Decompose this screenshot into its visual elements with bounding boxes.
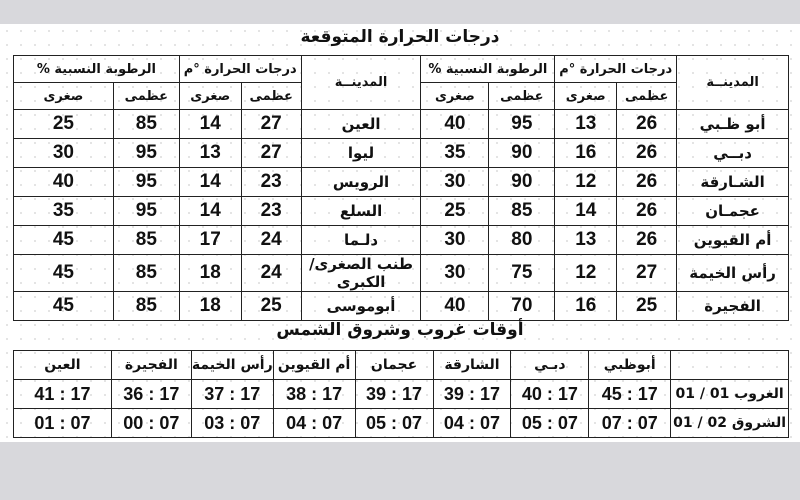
- temp-min: 12: [555, 255, 617, 292]
- humidity-max: 85: [113, 226, 179, 255]
- weather-title: درجات الحرارة المتوقعة: [300, 27, 500, 47]
- weather-header-row: [14, 56, 789, 83]
- temp-max: 26: [617, 168, 677, 197]
- sun-row-label: الغروب 01 / 01: [671, 380, 789, 409]
- humidity-min: 30: [421, 255, 489, 292]
- humidity-max-header: عظمى: [489, 83, 555, 110]
- forecast-sheet: [0, 24, 800, 442]
- city-header: المدينــة: [301, 56, 421, 110]
- sun-city-header: دبـي: [511, 351, 589, 380]
- temp-max: 25: [241, 292, 301, 321]
- sun-time: 07 : 05: [511, 409, 589, 438]
- humidity-max: 95: [489, 110, 555, 139]
- sun-time: 07 : 05: [355, 409, 433, 438]
- sun-city-header: عجمان: [355, 351, 433, 380]
- humidity-min: 25: [14, 110, 114, 139]
- temp-min-header: صغرى: [179, 83, 241, 110]
- humidity-max: 80: [489, 226, 555, 255]
- humidity-min: 45: [14, 255, 114, 292]
- weather-table: [13, 55, 789, 321]
- sun-city-header: رأس الخيمة: [191, 351, 273, 380]
- humidity-max: 90: [489, 168, 555, 197]
- city-name: الفجيرة: [677, 292, 789, 321]
- temp-max: 27: [617, 255, 677, 292]
- humidity-max: 85: [113, 110, 179, 139]
- sun-header-row: [14, 351, 789, 380]
- sun-time: 17 : 45: [589, 380, 671, 409]
- sun-time: 17 : 36: [111, 380, 191, 409]
- weather-row: [14, 168, 789, 197]
- city-name: السلع: [301, 197, 421, 226]
- temp-max: 26: [617, 197, 677, 226]
- sun-time: 07 : 07: [589, 409, 671, 438]
- humidity-max: 95: [113, 197, 179, 226]
- sun-time: 17 : 39: [355, 380, 433, 409]
- humidity-min: 30: [421, 226, 489, 255]
- temp-max: 24: [241, 226, 301, 255]
- weather-row: [14, 226, 789, 255]
- humidity-max: 90: [489, 139, 555, 168]
- temp-min: 14: [555, 197, 617, 226]
- sun-corner-cell: [671, 351, 789, 380]
- humidity-min-header: صغرى: [14, 83, 114, 110]
- temp-max: 26: [617, 110, 677, 139]
- sun-time: 07 : 04: [273, 409, 355, 438]
- sun-time: 17 : 38: [273, 380, 355, 409]
- sun-time: 17 : 39: [433, 380, 511, 409]
- sun-time: 17 : 37: [191, 380, 273, 409]
- humidity-max: 75: [489, 255, 555, 292]
- temp-min: 13: [555, 226, 617, 255]
- city-name: عجمـان: [677, 197, 789, 226]
- temp-max: 27: [241, 110, 301, 139]
- temp-min: 13: [555, 110, 617, 139]
- city-name: أبوموسى: [301, 292, 421, 321]
- temp-min-header: صغرى: [555, 83, 617, 110]
- temp-min: 16: [555, 139, 617, 168]
- temp-max: 23: [241, 197, 301, 226]
- humidity-min: 30: [14, 139, 114, 168]
- humidity-min: 30: [421, 168, 489, 197]
- sun-row: [14, 409, 789, 438]
- humidity-min: 40: [421, 292, 489, 321]
- city-name: رأس الخيمة: [677, 255, 789, 292]
- humidity-max: 85: [113, 292, 179, 321]
- sun-time: 07 : 04: [433, 409, 511, 438]
- temp-min: 13: [179, 139, 241, 168]
- weather-row: [14, 139, 789, 168]
- city-header: المدينــة: [677, 56, 789, 110]
- city-name: أم القيوين: [677, 226, 789, 255]
- humidity-min: 40: [14, 168, 114, 197]
- humidity-min-header: صغرى: [421, 83, 489, 110]
- sun-city-header: أم القيوين: [273, 351, 355, 380]
- sun-time: 07 : 01: [14, 409, 112, 438]
- temp-min: 18: [179, 255, 241, 292]
- humidity-max: 70: [489, 292, 555, 321]
- temp-min: 14: [179, 110, 241, 139]
- humidity-min: 45: [14, 226, 114, 255]
- sun-time: 17 : 41: [14, 380, 112, 409]
- temperature-header: درجات الحرارة °م: [179, 56, 301, 83]
- temp-max-header: عظمى: [617, 83, 677, 110]
- humidity-max: 95: [113, 139, 179, 168]
- temperature-header: درجات الحرارة °م: [555, 56, 677, 83]
- temp-max: 25: [617, 292, 677, 321]
- sun-time: 07 : 03: [191, 409, 273, 438]
- weather-row: [14, 197, 789, 226]
- temp-max: 26: [617, 226, 677, 255]
- sun-row: [14, 380, 789, 409]
- city-name: طنب الصغرى/ الكبرى: [301, 255, 421, 292]
- weather-row: [14, 255, 789, 292]
- sun-city-header: أبوظبي: [589, 351, 671, 380]
- city-name: الرويس: [301, 168, 421, 197]
- temp-max: 23: [241, 168, 301, 197]
- humidity-header: الرطوبة النسبية %: [14, 56, 180, 83]
- sun-city-header: الشارقة: [433, 351, 511, 380]
- city-name: ليوا: [301, 139, 421, 168]
- city-name: العين: [301, 110, 421, 139]
- sun-city-header: الفجيرة: [111, 351, 191, 380]
- city-name: الشـارقة: [677, 168, 789, 197]
- temp-min: 12: [555, 168, 617, 197]
- humidity-header: الرطوبة النسبية %: [421, 56, 555, 83]
- temp-min: 16: [555, 292, 617, 321]
- humidity-min: 45: [14, 292, 114, 321]
- temp-max: 27: [241, 139, 301, 168]
- sun-row-label: الشروق 02 / 01: [671, 409, 789, 438]
- city-name: أبو ظـبي: [677, 110, 789, 139]
- temp-max-header: عظمى: [241, 83, 301, 110]
- weather-row: [14, 292, 789, 321]
- temp-min: 14: [179, 197, 241, 226]
- sun-table: [13, 350, 789, 438]
- temp-min: 18: [179, 292, 241, 321]
- humidity-min: 35: [421, 139, 489, 168]
- temp-max: 24: [241, 255, 301, 292]
- humidity-min: 40: [421, 110, 489, 139]
- humidity-max: 95: [113, 168, 179, 197]
- city-name: دلـما: [301, 226, 421, 255]
- humidity-max: 85: [489, 197, 555, 226]
- sun-time: 07 : 00: [111, 409, 191, 438]
- humidity-min: 25: [421, 197, 489, 226]
- temp-max: 26: [617, 139, 677, 168]
- sun-time: 17 : 40: [511, 380, 589, 409]
- humidity-max-header: عظمى: [113, 83, 179, 110]
- humidity-min: 35: [14, 197, 114, 226]
- humidity-max: 85: [113, 255, 179, 292]
- weather-row: [14, 110, 789, 139]
- sun-city-header: العين: [14, 351, 112, 380]
- sun-title: أوقات غروب وشروق الشمس: [276, 320, 524, 340]
- temp-min: 17: [179, 226, 241, 255]
- city-name: دبــي: [677, 139, 789, 168]
- temp-min: 14: [179, 168, 241, 197]
